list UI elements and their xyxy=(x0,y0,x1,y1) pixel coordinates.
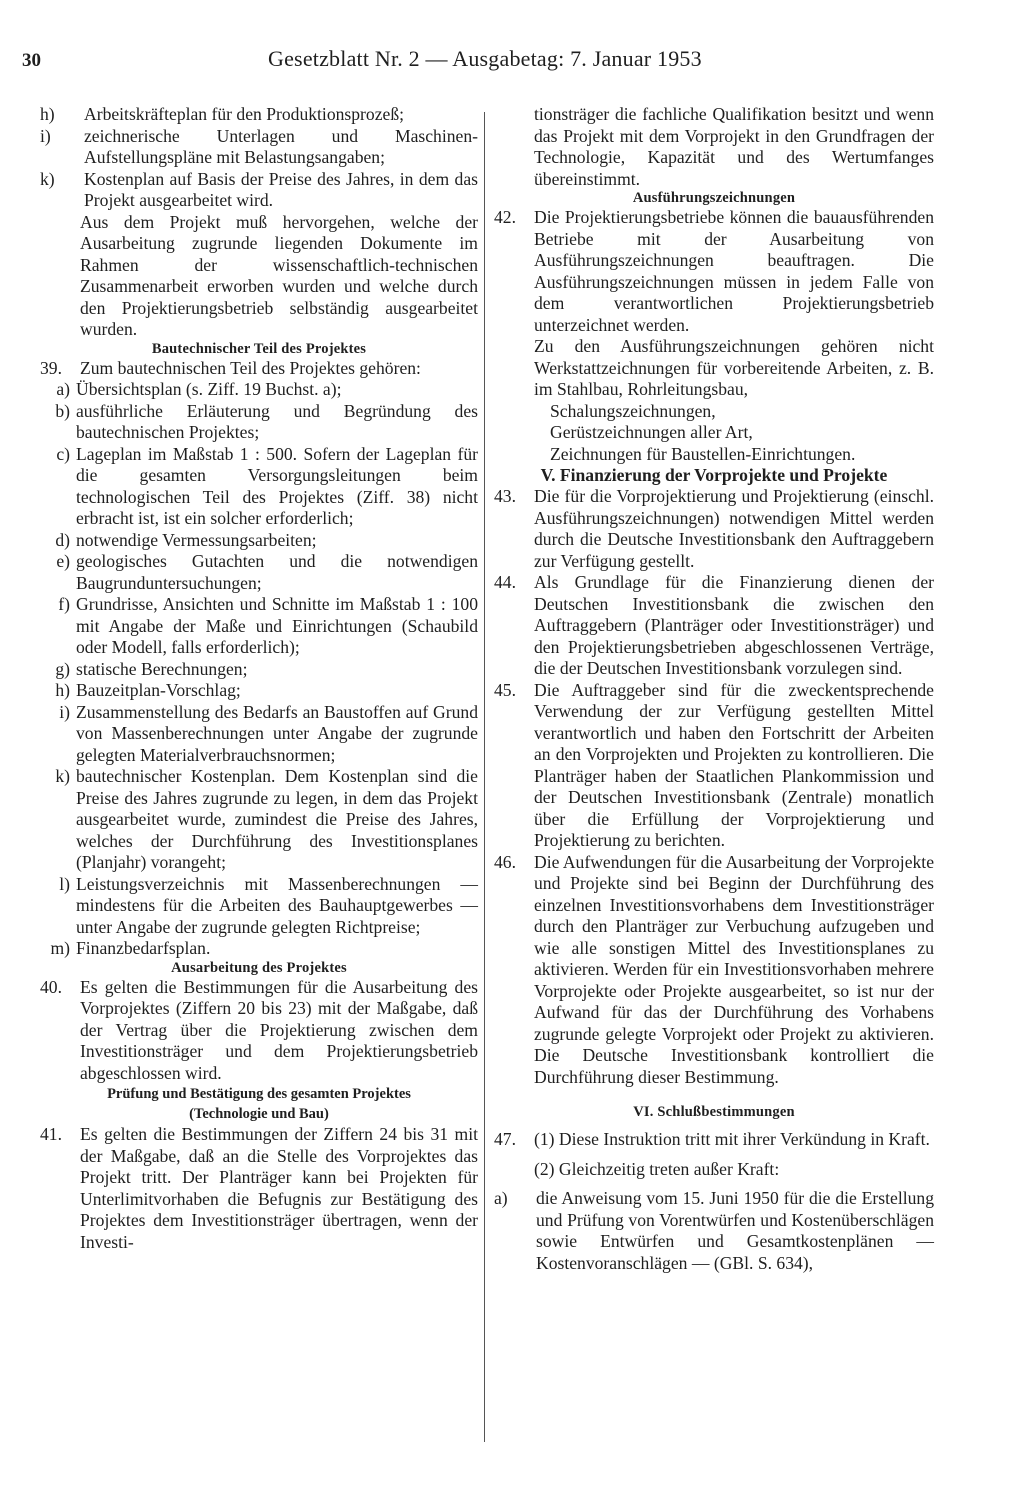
numbered-paragraph xyxy=(494,1129,934,1151)
list-label: i) xyxy=(40,125,51,146)
left-column xyxy=(40,104,478,1253)
heading-line: (Technologie und Bau) xyxy=(189,1106,329,1122)
numbered-paragraph xyxy=(40,977,478,1085)
page-header xyxy=(0,44,1024,84)
list-text: Leistungsverzeichnis mit Massenberechnungen — mindestens für die Arbeiten des Bauhauptgewerbes — unter Angabe der zugrunde gelegten Richtpreise; xyxy=(76,873,478,937)
paragraph-number: 40. xyxy=(40,976,62,997)
paragraph-number: 46. xyxy=(494,851,516,872)
paragraph-text: Die Aufwendungen für die Ausarbeitung der Vorprojekte und Projekte sind bei Beginn der Durchführung des einzelnen Investitionsvorhabens dem Investitionsträger durch den Planträger zur Verbuchung aufzugeben und wie alle sonstigen Mittel des Investitionsplanes zu aktivieren. Werden für ein Investitionsvorhaben mehrere Vorprojekte oder Projekte ausgearbeitet, so ist nur der Aufwand für das der Durchführung des Vorhabens zugrunde gelegte Vorprojekt oder Projekt zu aktivieren. Die Deutsche Investitionsbank kontrolliert die Durchführung dieser Bestimmung. xyxy=(534,851,934,1087)
indented-list xyxy=(494,401,934,466)
paragraph-number: 41. xyxy=(40,1124,62,1144)
list-label: f) xyxy=(58,594,70,614)
list-item xyxy=(40,169,478,212)
list-text: Bauzeitplan-Vorschlag; xyxy=(76,680,241,700)
list-item: Schalungszeichnungen, xyxy=(550,400,716,421)
list-label: i) xyxy=(59,701,70,722)
numbered-paragraph xyxy=(494,207,934,336)
list-item xyxy=(40,702,478,767)
numbered-paragraph xyxy=(494,486,934,572)
list-text: Zusammenstellung des Bedarfs an Baustoffen auf Grund von Massenberechnungen unter Angabe der zugrunde gelegten Materialverbrauchsnormen; xyxy=(76,701,478,765)
numbered-paragraph xyxy=(40,358,478,380)
list-label: m) xyxy=(50,938,70,958)
section-heading: Ausführungszeichnungen xyxy=(632,190,796,206)
list-text: statische Berechnungen; xyxy=(76,658,248,679)
paragraph-text: (1) Diese Instruktion tritt mit ihrer Verkündung in Kraft. xyxy=(534,1129,930,1149)
spacer xyxy=(494,1180,934,1188)
right-column xyxy=(494,104,934,1274)
list-label: g) xyxy=(55,658,70,679)
list-label: h) xyxy=(55,680,70,700)
column-divider xyxy=(484,112,485,1442)
list-text: Übersichtsplan (s. Ziff. 19 Buchst. a); xyxy=(76,379,342,399)
paragraph-number: 47. xyxy=(494,1129,516,1149)
paragraph-text: Es gelten die Bestimmungen der Ziffern 24 bis 31 mit der Maßgabe, daß an die Stelle des Vorprojektes das Projekt tritt. Der Planträger kann bei Projekten für Unterlimitvorhaben die Befugnis zur Bestätigung des Projektes dem Investitionsträger übertragen, wenn der Investi- xyxy=(80,1124,478,1252)
section-heading: Bautechnischer Teil des Projektes xyxy=(151,340,367,357)
list-item xyxy=(40,659,478,681)
spacer xyxy=(494,1121,934,1129)
list-text: Kostenplan auf Basis der Preise des Jahres, in dem das Projekt ausgearbeitet wird. xyxy=(84,168,478,210)
list-item xyxy=(40,530,478,552)
paragraph: (2) Gleichzeitig treten außer Kraft: xyxy=(534,1158,780,1179)
list-label: a) xyxy=(494,1188,508,1208)
spacer xyxy=(494,1088,934,1104)
list-label: b) xyxy=(55,400,70,421)
paragraph-text: Die für die Vorprojektierung und Projektierung (einschl. Ausführungszeichnungen) notwendigen Mittel werden durch die Deutsche Investitionsbank den Auftraggebern zur Verfügung gestellt. xyxy=(534,486,934,571)
heading-line: Prüfung und Bestätigung des gesamten Projektes xyxy=(107,1086,411,1102)
list-item xyxy=(40,401,478,444)
paragraph-text: Die Auftraggeber sind für die zweckentsprechende Verwendung der zur Verfügung gestellten Mittel verantwortlich und haben den Fortschritt der Arbeiten an den Vorprojekten und Projekten zu kontrollieren. Die Planträger haben der Staatlichen Plankommission und der Deutschen Investitionsbank (Zentrale) monatlich über die Erfüllung der Vorprojektierung und Projektierung zu berichten. xyxy=(534,679,934,850)
list-text: Grundrisse, Ansichten und Schnitte im Maßstab 1 : 100 mit Angabe der Maße und Einrichtungen (Schaubild oder Modell, falls erforderlich); xyxy=(76,594,478,657)
paragraph-continued: tionsträger die fachliche Qualifikation besitzt und wenn das Projekt mit dem Vorprojekt in den Grundfragen der Technologie, Kapazität und des Wertumfanges übereinstimmt. xyxy=(534,104,934,189)
chapter-heading: V. Finanzierung der Vorprojekte und Projekte xyxy=(540,465,888,485)
paragraph-text: Als Grundlage für die Finanzierung dienen der Deutschen Investitionsbank die zwischen den Auftraggebern (Planträger oder Investitionsträger) und den Projektierungsbetrieben abgeschlossenen Verträge, die der Deutschen Investitionsbank vorzulegen sind. xyxy=(534,572,934,678)
list-label: a) xyxy=(56,379,70,399)
paragraph-text: Zum bautechnischen Teil des Projektes gehören: xyxy=(80,357,421,378)
list-text: geologisches Gutachten und die notwendigen Baugrunduntersuchungen; xyxy=(76,551,478,593)
list-item: Gerüstzeichnungen aller Art, xyxy=(550,422,753,442)
list-item xyxy=(40,874,478,939)
list-item xyxy=(40,766,478,874)
paragraph-number: 39. xyxy=(40,357,62,378)
paragraph-text: Die Projektierungsbetriebe können die bauausführenden Betriebe mit der Ausarbeitung von Ausführungszeichnungen beauftragen. Die Ausführungszeichnungen müssen in jedem Falle von dem verantwortlichen Projektierungsbetrieb unterzeichnet werden. xyxy=(534,207,934,335)
paragraph-number: 45. xyxy=(494,679,516,700)
list-item xyxy=(40,551,478,594)
list-label: k) xyxy=(55,766,70,786)
list-item xyxy=(40,126,478,169)
numbered-paragraph xyxy=(40,1124,478,1253)
list-label: k) xyxy=(40,168,55,189)
list-text: notwendige Vermessungsarbeiten; xyxy=(76,529,317,550)
list-label: l) xyxy=(59,873,70,894)
list-label: h) xyxy=(40,104,55,124)
list-label: d) xyxy=(55,529,70,550)
paragraph-text: Es gelten die Bestimmungen für die Ausarbeitung des Vorprojektes (Ziffern 20 bis 23) mit der Maßgabe, daß der Vertrag über die Projektierung zwischen dem Investitionsträger und dem Projektierungsbetrieb abgeschlossen wird. xyxy=(80,976,478,1083)
list-text: Lageplan im Maßstab 1 : 500. Sofern der Lageplan für die gesamten Versorgungsleitungen beim technologischen Teil des Projektes (Ziff. 38) nicht erbracht ist, ist ein solcher erforderlich; xyxy=(76,443,478,528)
list-item xyxy=(40,379,478,401)
paragraph-number: 42. xyxy=(494,207,516,227)
list-text: zeichnerische Unterlagen und Maschinen-Aufstellungspläne mit Belastungsangaben; xyxy=(84,125,478,167)
chapter-heading: VI. Schlußbestimmungen xyxy=(633,1104,795,1120)
spacer xyxy=(494,1151,934,1159)
numbered-paragraph xyxy=(494,680,934,852)
list-label: e) xyxy=(56,551,70,571)
list-item xyxy=(40,938,478,960)
page-number: 30 xyxy=(22,50,41,71)
list-label: c) xyxy=(56,443,70,464)
running-title: Gesetzblatt Nr. 2 — Ausgabetag: 7. Januar 1953 xyxy=(268,46,702,71)
paragraph-number: 43. xyxy=(494,486,516,506)
paragraph: Aus dem Projekt muß hervorgehen, welche der Ausarbeitung zugrunde liegenden Dokumente im Rahmen der wissenschaftlich-technischen Zusammenarbeit erworben wurden und welche durch den Projektierungsbetrieb selbständig ausgearbeitet wurden. xyxy=(80,211,478,339)
list-text: bautechnischer Kostenplan. Dem Kostenplan sind die Preise des Jahres zugrunde zu legen, in dem das Projekt ausgearbeitet wurde, zumindest die Preise des Jahres, welches der Durchführung des Investitionsplanes (Planjahr) vorangeht; xyxy=(76,766,478,872)
list-item xyxy=(40,594,478,659)
list-text: ausführliche Erläuterung und Begründung des bautechnischen Projektes; xyxy=(76,400,478,442)
list-text: Arbeitskräfteplan für den Produktionsprozeß; xyxy=(84,104,405,124)
list-text: Finanzbedarfsplan. xyxy=(76,938,211,958)
section-heading xyxy=(40,1084,478,1124)
list-item xyxy=(494,1188,934,1274)
list-item: Zeichnungen für Baustellen-Einrichtungen. xyxy=(550,443,856,464)
list-item xyxy=(40,680,478,702)
paragraph-number: 44. xyxy=(494,572,516,592)
numbered-paragraph xyxy=(494,852,934,1089)
list-item xyxy=(40,104,478,126)
list-item xyxy=(40,444,478,530)
numbered-paragraph xyxy=(494,572,934,680)
section-heading: Ausarbeitung des Projektes xyxy=(171,959,347,976)
paragraph: Zu den Ausführungszeichnungen gehören nicht Werkstattzeichnungen für vorbereitende Arbeiten, z. B. im Stahlbau, Rohrleitungsbau, xyxy=(534,336,934,399)
list-text: die Anweisung vom 15. Juni 1950 für die die Erstellung und Prüfung von Vorentwürfen und Kostenüberschlägen sowie Entwürfen und Gesamtkostenplänen — Kostenvoranschlägen — (GBl. S. 634), xyxy=(536,1188,934,1273)
